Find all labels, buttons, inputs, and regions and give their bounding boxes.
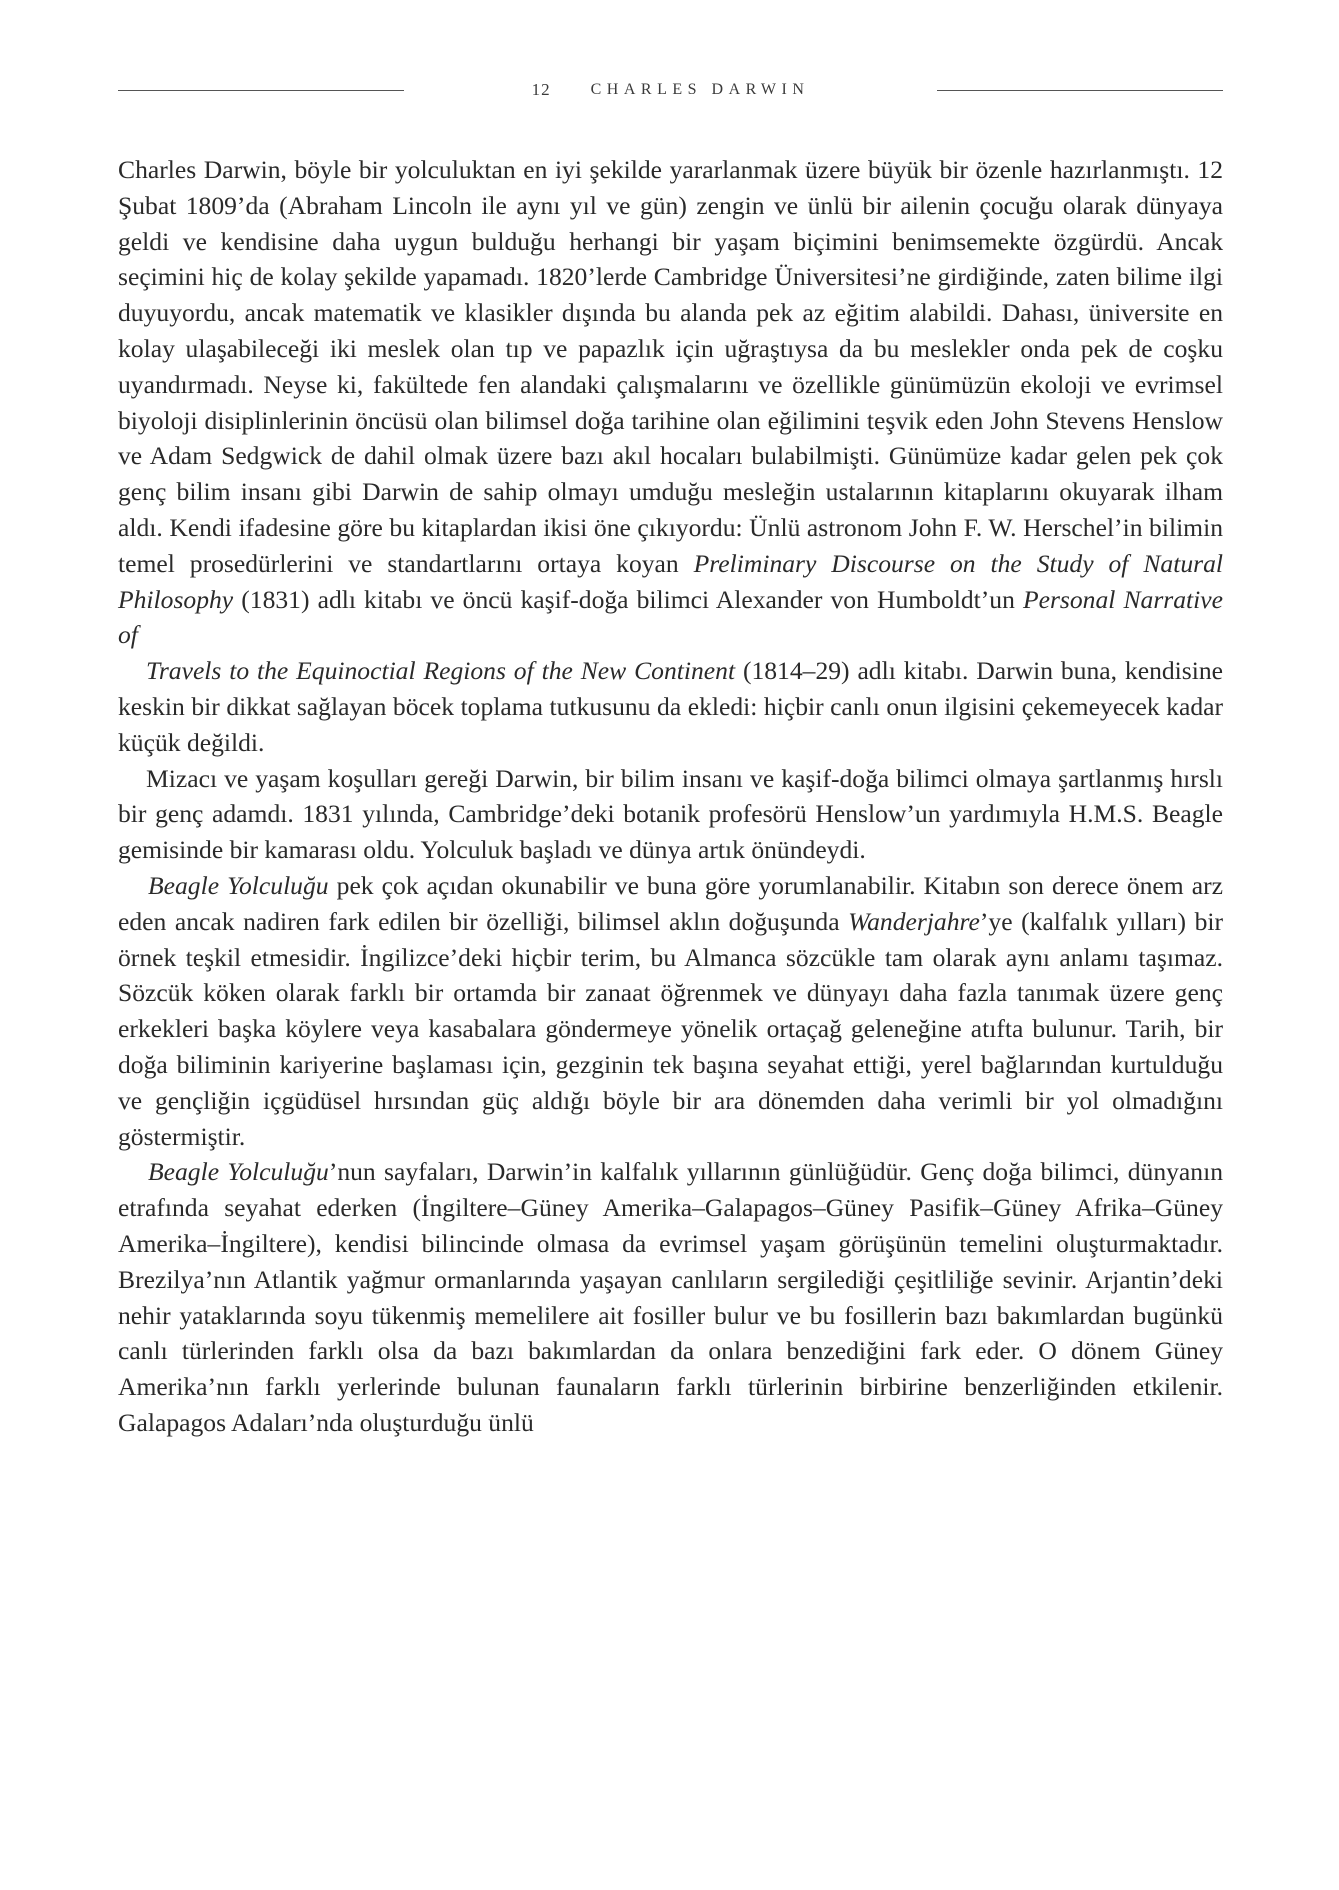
paragraph-2: Travels to the Equinoctial Regions of the New Continent (1814–29) adlı kitabı. Darwin buna, kendisine keskin bir dikkat sağlayan böcek toplama tutkusunu da ekledi: hiçbir canlı onun ilgisini çekemeyecek kadar küçük değildi. (118, 656, 1223, 757)
paragraph-4: Beagle Yolculuğu pek çok açıdan okunabilir ve buna göre yorumlanabilir. Kitabın son derece önem arz eden ancak nadiren fark edilen bir özelliği, bilimsel aklın doğuşunda Wanderjahre’ye (kalfalık yılları) bir örnek teşkil etmesidir. İngilizce’deki hiçbir terim, bu Almanca sözcükle tam olarak aynı anlamı taşımaz. Sözcük köken olarak farklı bir ortamda bir zanaat öğrenmek ve dünyayı daha fazla tanımak üzere genç erkekleri başka köylere veya kasabalara göndermeye yönelik ortaçağ geleneğine atıfta bulunur. Tarih, bir doğa biliminin kariyerine başlaması için, gezginin tek başına seyahat ettiği, yerel bağlarından kurtulduğu ve gençliğin içgüdüsel hırsından güç aldığı böyle bir ara dönemden daha verimli bir yol olmadığını göstermiştir. (118, 870, 1223, 1151)
book-title: Personal Narrative of (118, 584, 1223, 650)
book-title: Beagle Yolculuğu (148, 870, 329, 900)
running-header (118, 78, 1223, 102)
foreign-term: Wanderjahre (848, 906, 980, 936)
running-title: CHARLES DARWIN (590, 81, 810, 98)
book-title: Travels to the Equinoctial Regions of the New Continent (146, 656, 736, 686)
paragraph-1: Charles Darwin, böyle bir yolculuktan en iyi şekilde yararlanmak üzere büyük bir özenle hazırlanmıştı. 12 Şubat 1809’da (Abraham Lincoln ile aynı yıl ve gün) zengin ve ünlü bir ailenin çocuğu olarak dünyaya geldi ve kendisine daha uygun bulduğu herhangi bir yaşam biçimini benimsemekte özgürdü. Ancak seçimini hiç de kolay şekilde yapamadı. 1820’lerde Cambridge Üniversitesi’ne girdiğinde, zaten bilime ilgi duyuyordu, ancak matematik ve klasikler dışında bu alanda pek az eğitim alabildi. Dahası, üniversite en kolay ulaşabileceği iki meslek olan tıp ve papazlık için uğraştıysa da bu meslekler onda pek de coşku uyandırmadı. Neyse ki, fakültede fen alandaki çalışmalarını ve özellikle günümüzün ekoloji ve evrimsel biyoloji disiplinlerinin öncüsü olan bilimsel doğa tarihine olan eğilimini teşvik eden John Stevens Henslow ve Adam Sedgwick de dahil olmak üzere bazı akıl hocaları bulabilmişti. Günümüze kadar gelen pek çok genç bilim insanı gibi Darwin de sahip olmayı umduğu mesleğin ustalarının kitaplarını okuyarak ilham aldı. Kendi ifadesine göre bu kitaplardan ikisi öne çıkıyordu: Ünlü astronom John F. W. Herschel’in bilimin temel prosedürlerini ve standartlarını ortaya koyan Preliminary Discourse on the Study of Natural Philosophy (1831) adlı kitabı ve öncü kaşif-doğa bilimci Alexander von Humboldt’un Personal Narrative of (118, 155, 1223, 650)
book-title: Beagle Yolculuğu (148, 1157, 329, 1187)
paragraph-5: Beagle Yolculuğu’nun sayfaları, Darwin’in kalfalık yıllarının günlüğüdür. Genç doğa bilimci, dünyanın etrafında seyahat ederken (İngiltere–Güney Amerika–Galapagos–Güney Pasifik–Güney Afrika–Güney Amerika–İngiltere), kendisi bilincinde olmasa da evrimsel yaşam görüşünün temelini oluşturmaktadır. Brezilya’nın Atlantik yağmur ormanlarında yaşayan canlıların sergilediği çeşitliliğe sevinir. Arjantin’deki nehir yataklarında soyu tükenmiş memelilere ait fosiller bulur ve bu fosillerin bazı bakımlardan bugünkü canlı türlerinden farklı olsa da bazı bakımlardan da onlara benzediğini fark eder. O dönem Güney Amerika’nın farklı yerlerinde bulunan faunaların farklı türlerinin birbirine benzerliğinden etkilenir. Galapagos Adaları’nda oluşturduğu ünlü (118, 1157, 1223, 1437)
paragraph-3: Mizacı ve yaşam koşulları gereği Darwin, bir bilim insanı ve kaşif-doğa bilimci olmaya şartlanmış hırslı bir genç adamdı. 1831 yılında, Cambridge’deki botanik profesörü Henslow’un yardımıyla H.M.S. Beagle gemisinde bir kamarası oldu. Yolculuk başladı ve dünya artık önündeydi. (118, 763, 1223, 865)
page-number: 12 (531, 80, 551, 99)
book-title: Preliminary Discourse on the Study of Natural Philosophy (118, 548, 1223, 614)
header-rule-right (937, 90, 1223, 91)
header-rule-left (118, 90, 404, 91)
body-text (118, 152, 1223, 1441)
